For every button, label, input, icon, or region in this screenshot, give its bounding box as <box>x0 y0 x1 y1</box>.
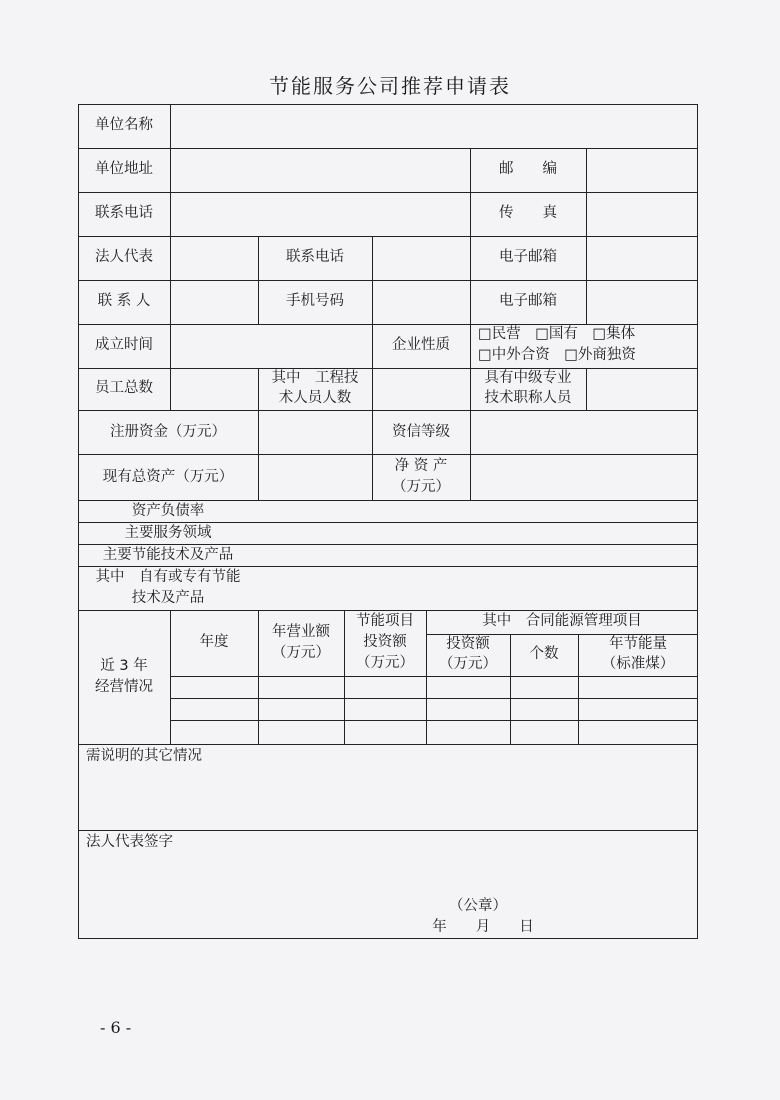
label-own-tech-2: 技术及产品 <box>131 590 205 606</box>
label-phone: 联系电话 <box>95 205 153 221</box>
label-mid-staff-1: 具有中级专业 <box>484 370 572 386</box>
label-founded: 成立时间 <box>95 337 153 353</box>
col-line <box>170 368 171 410</box>
col-line <box>170 610 171 744</box>
col-revenue-1: 年营业额 <box>272 624 330 640</box>
label-legal-rep: 法人代表 <box>95 249 153 265</box>
application-form-table <box>78 104 698 939</box>
label-service-field: 主要服务领域 <box>124 525 212 541</box>
row-line <box>171 698 698 699</box>
date-text: 年 月 日 <box>432 919 534 935</box>
label-postcode: 邮 编 <box>499 161 557 177</box>
label-other-info: 需说明的其它情况 <box>86 748 202 764</box>
label-unit-name: 单位名称 <box>95 117 153 133</box>
label-net-assets-1: 净 资 产 <box>394 458 448 474</box>
row-line <box>171 720 698 721</box>
label-own-tech-1: 其中 自有或专有节能 <box>95 569 241 585</box>
col-line <box>372 368 373 410</box>
col-emc-count: 个数 <box>529 646 559 662</box>
label-mid-staff-2: 技术职称人员 <box>484 390 572 406</box>
label-ops-2: 经营情况 <box>95 679 153 695</box>
col-line <box>170 236 171 368</box>
page-number: - 6 - <box>100 1018 132 1037</box>
col-line <box>586 368 587 410</box>
label-debt-ratio: 资产负债率 <box>131 503 205 519</box>
label-ops-1: 近 3 年 <box>100 658 148 674</box>
label-fax: 传 真 <box>499 205 557 221</box>
col-revenue-2: （万元） <box>272 645 330 661</box>
label-assets: 现有总资产（万元） <box>102 469 234 485</box>
col-year: 年度 <box>199 634 229 650</box>
col-emc-saving-2: （标准煤） <box>601 656 675 672</box>
nature-options-row1[interactable]: □民营 □国有 □集体 <box>478 326 636 342</box>
nature-options-row2[interactable]: □中外合资 □外商独资 <box>478 347 636 363</box>
label-mobile: 手机号码 <box>286 293 344 309</box>
col-line <box>586 236 587 324</box>
label-phone-2: 联系电话 <box>286 249 344 265</box>
label-contact: 联 系 人 <box>97 293 151 309</box>
col-proj-inv-3: （万元） <box>356 655 414 671</box>
col-line <box>258 410 259 500</box>
row-line <box>171 676 698 677</box>
label-capital: 注册资金（万元） <box>110 424 226 440</box>
seal-text: （公章） <box>449 898 507 914</box>
col-proj-inv-2: 投资额 <box>363 634 407 650</box>
label-email-2: 电子邮箱 <box>499 293 557 309</box>
col-emc-header: 其中 合同能源管理项目 <box>482 613 642 629</box>
label-eng-staff-2: 术人员人数 <box>278 390 352 406</box>
col-line <box>170 104 171 236</box>
row-line <box>78 410 698 411</box>
col-line <box>470 410 471 500</box>
label-signature: 法人代表签字 <box>86 834 173 850</box>
col-proj-inv-1: 节能项目 <box>356 613 414 629</box>
label-net-assets-2: （万元） <box>392 479 450 495</box>
border-bottom <box>78 938 698 939</box>
label-tech-products: 主要节能技术及产品 <box>102 547 234 563</box>
col-line <box>470 324 471 368</box>
col-emc-inv-2: （万元） <box>439 656 497 672</box>
col-line <box>586 148 587 236</box>
label-email-1: 电子邮箱 <box>499 249 557 265</box>
label-nature: 企业性质 <box>392 337 450 353</box>
label-unit-address: 单位地址 <box>95 161 153 177</box>
form-title: 节能服务公司推荐申请表 <box>269 74 511 98</box>
col-emc-inv-1: 投资额 <box>446 636 490 652</box>
label-eng-staff-1: 其中 工程技 <box>271 370 359 386</box>
label-credit: 资信等级 <box>392 424 450 440</box>
col-emc-saving-1: 年节能量 <box>609 636 667 652</box>
label-staff: 员工总数 <box>95 380 153 396</box>
